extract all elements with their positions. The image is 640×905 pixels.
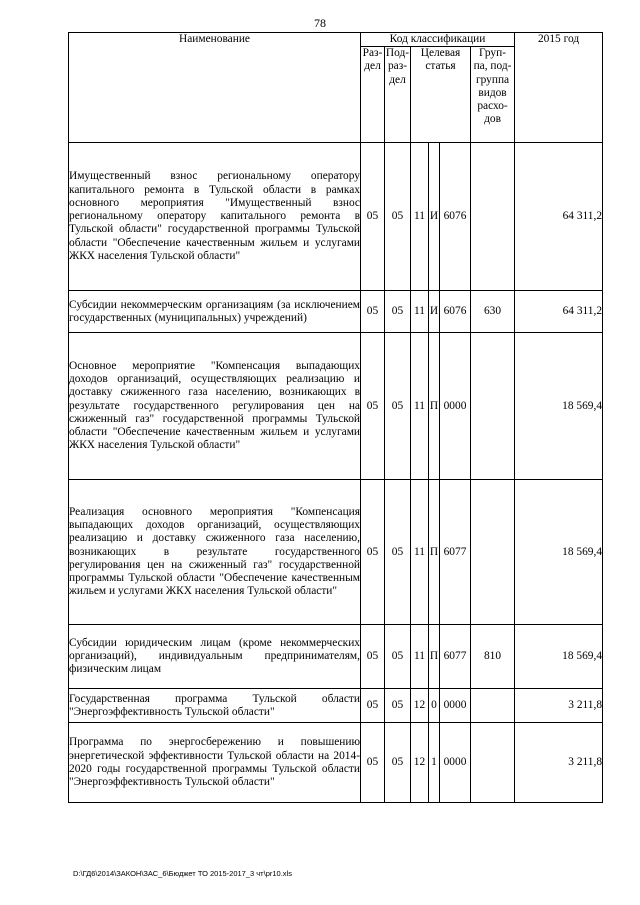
row-expense-group: 810 xyxy=(471,625,515,689)
file-path-footer: D:\ГД6\2014\ЗАКОН\ЗАС_6\Бюджет ТО 2015-2017_3 чт\pr10.xls xyxy=(73,869,292,878)
row-name: Государственная программа Тульской области "Энергоэффективность Тульской области" xyxy=(69,689,361,723)
row-target-program: 11 xyxy=(411,143,429,291)
row-target-program: 12 xyxy=(411,689,429,723)
row-target-direction: 0000 xyxy=(440,723,471,803)
row-target-direction: 0000 xyxy=(440,333,471,480)
row-subsection: 05 xyxy=(385,480,411,625)
row-expense-group xyxy=(471,143,515,291)
row-target-subprogram: П xyxy=(429,625,440,689)
row-subsection: 05 xyxy=(385,723,411,803)
row-amount: 64 311,2 xyxy=(515,143,603,291)
row-name: Реализация основного мероприятия "Компенсация выпадающих доходов организаций, осуществляющих реализацию и доставку сжиженного газа населению, возникающих в результате государственного регулирования цен на сжиженный газ" государственной программы Тульской области "Обеспечение качественным жильем и услугами ЖКХ населения Тульской области" xyxy=(69,480,361,625)
row-amount: 3 211,8 xyxy=(515,689,603,723)
row-target-direction: 6076 xyxy=(440,143,471,291)
row-target-subprogram: И xyxy=(429,143,440,291)
row-expense-group: 630 xyxy=(471,291,515,333)
table-row xyxy=(69,291,603,333)
row-subsection: 05 xyxy=(385,143,411,291)
row-target-program: 11 xyxy=(411,333,429,480)
row-expense-group xyxy=(471,333,515,480)
row-subsection: 05 xyxy=(385,333,411,480)
page-number: 78 xyxy=(314,16,326,30)
row-target-program: 11 xyxy=(411,291,429,333)
row-amount: 18 569,4 xyxy=(515,480,603,625)
header-section: Раз- дел xyxy=(361,47,385,143)
row-name: Программа по энергосбережению и повышению энергетической эффективности Тульской области на 2014-2020 годы государственной программы Тульской области "Энергоэффективность Тульской области" xyxy=(69,723,361,803)
row-target-direction: 0000 xyxy=(440,689,471,723)
budget-table xyxy=(68,32,603,803)
row-name: Субсидии юридическим лицам (кроме некоммерческих организаций), индивидуальным предпринимателям, физическим лицам xyxy=(69,625,361,689)
table-row xyxy=(69,143,603,291)
row-expense-group xyxy=(471,723,515,803)
row-target-program: 12 xyxy=(411,723,429,803)
row-target-direction: 6077 xyxy=(440,480,471,625)
row-name: Субсидии некоммерческим организациям (за исключением государственных (муниципальных) учреждений) xyxy=(69,291,361,333)
table-row xyxy=(69,689,603,723)
row-target-direction: 6077 xyxy=(440,625,471,689)
table-row xyxy=(69,625,603,689)
row-target-direction: 6076 xyxy=(440,291,471,333)
row-expense-group xyxy=(471,480,515,625)
header-expense-group: Груп- па, под- группа видов расхо- дов xyxy=(471,47,515,143)
row-section: 05 xyxy=(361,625,385,689)
table-header xyxy=(69,33,603,143)
header-subsection: Под- раз- дел xyxy=(385,47,411,143)
row-target-subprogram: 0 xyxy=(429,689,440,723)
row-amount: 64 311,2 xyxy=(515,291,603,333)
table-row xyxy=(69,333,603,480)
row-amount: 18 569,4 xyxy=(515,625,603,689)
header-target-article: Целевая статья xyxy=(411,47,471,143)
row-section: 05 xyxy=(361,291,385,333)
table-row xyxy=(69,723,603,803)
row-amount: 18 569,4 xyxy=(515,333,603,480)
row-section: 05 xyxy=(361,689,385,723)
row-section: 05 xyxy=(361,333,385,480)
row-name: Имущественный взнос региональному оператору капитального ремонта в Тульской области в рамках основного мероприятия "Имущественный взнос региональному оператору капитального ремонта в Тульской области" государственной программы Тульской области "Обеспечение качественным жильем и услугами ЖКХ населения Тульской области" xyxy=(69,143,361,291)
row-section: 05 xyxy=(361,143,385,291)
row-target-program: 11 xyxy=(411,625,429,689)
header-year: 2015 год xyxy=(515,33,603,143)
header-classification: Код классификации xyxy=(361,33,515,47)
row-amount: 3 211,8 xyxy=(515,723,603,803)
row-subsection: 05 xyxy=(385,291,411,333)
table-row xyxy=(69,480,603,625)
row-target-subprogram: 1 xyxy=(429,723,440,803)
header-name: Наименование xyxy=(69,33,361,143)
row-target-subprogram: П xyxy=(429,480,440,625)
row-subsection: 05 xyxy=(385,689,411,723)
row-target-subprogram: И xyxy=(429,291,440,333)
table-body xyxy=(69,143,603,803)
row-section: 05 xyxy=(361,480,385,625)
row-subsection: 05 xyxy=(385,625,411,689)
row-target-subprogram: П xyxy=(429,333,440,480)
row-target-program: 11 xyxy=(411,480,429,625)
row-section: 05 xyxy=(361,723,385,803)
row-expense-group xyxy=(471,689,515,723)
row-name: Основное мероприятие "Компенсация выпадающих доходов организаций, осуществляющих реализацию и доставку сжиженного газа населению, возникающих в результате государственного регулирования цен на сжиженный газ" государственной программы Тульской области "Обеспечение качественным жильем и услугами ЖКХ населения Тульской области" xyxy=(69,333,361,480)
